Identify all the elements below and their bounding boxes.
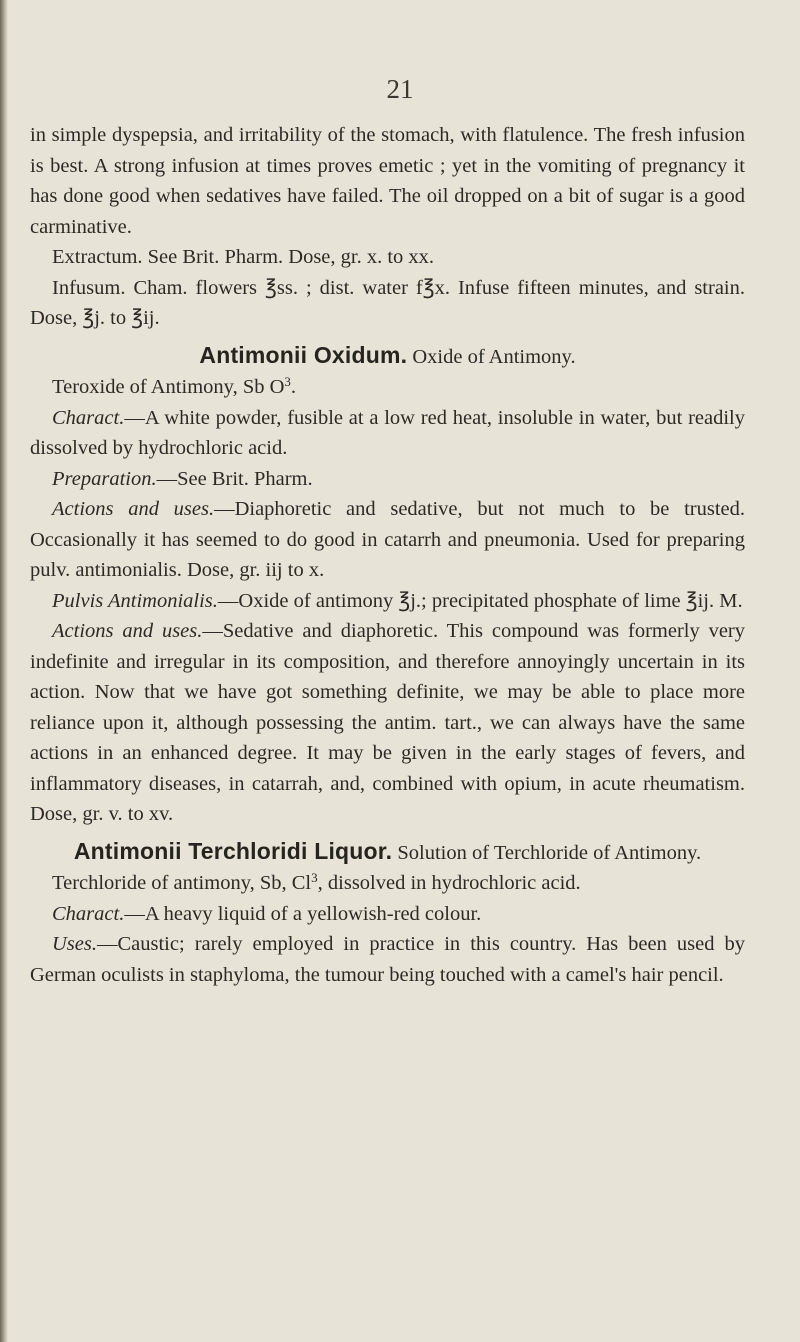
actions-text: —Diaphoretic and sedative, but not much to be trusted. Occasionally it has seemed to do good in catarrh and pneumonia. Used for preparing pulv. antimonialis. Dose, gr. iij to x. — [30, 498, 745, 581]
actions2-label: Actions and uses. — [52, 620, 203, 642]
paragraph-formula-2 — [30, 868, 745, 899]
charact-text: —A heavy liquid of a yellowish-red colour. — [124, 902, 482, 925]
formula-superscript: 3 — [284, 374, 291, 389]
paragraph-charact-2 — [30, 899, 745, 930]
formula-end: . — [290, 376, 297, 398]
paragraph-actions-uses — [30, 494, 745, 586]
actions-label: Actions and uses. — [52, 498, 215, 520]
heading-subtitle: Solution of Terchloride of Antimony. — [397, 841, 702, 864]
charact-label: Charact. — [52, 406, 125, 429]
section-heading-terchloridi-liquor — [30, 836, 745, 869]
formula-text: Teroxide of Antimony, Sb O — [52, 376, 285, 398]
uses-label: Uses. — [52, 933, 97, 955]
section-heading-antimonii-oxidum — [30, 340, 745, 373]
page-body — [30, 120, 745, 990]
charact-text: —A white powder, fusible at a low red heat, insoluble in water, but readily dissolved by hydrochloric acid. — [30, 406, 745, 459]
actions2-text: —Sedative and diaphoretic. This compound was formerly very indefinite and irregular in its composition, and therefore annoyingly uncertain in its action. Now that we have got something definite, we may be able to place more reliance upon it, although possessing the antim. tart., we can always have the same actions in an enhanced degree. It may be given in the early stages of fevers, and inflammatory diseases, in catarrah, and, combined with opium, in acute rheumatism. Dose, gr. v. to xv. — [30, 620, 745, 825]
page-binding-edge — [0, 0, 8, 1342]
paragraph-actions-uses-2 — [30, 616, 745, 830]
uses-text: —Caustic; rarely employed in practice in this country. Has been used by German oculists in staphyloma, the tumour being touched with a camel's hair pencil. — [30, 933, 745, 986]
formula-superscript: 3 — [311, 870, 318, 885]
heading-title: Antimonii Terchloridi Liquor. — [73, 837, 393, 864]
heading-subtitle: Oxide of Antimony. — [412, 345, 576, 368]
page-number: 21 — [386, 74, 414, 104]
paragraph-extractum: Extractum. See Brit. Pharm. Dose, gr. x. to xx. — [52, 246, 435, 268]
preparation-text: —See Brit. Pharm. — [156, 467, 313, 490]
formula-text: Terchloride of antimony, Sb, Cl — [52, 872, 312, 894]
heading-title: Antimonii Oxidum. — [199, 341, 408, 368]
paragraph-preparation — [30, 464, 745, 495]
paragraph-formula — [30, 372, 745, 403]
paragraph-infusum: Infusum. Cham. flowers ℥ss. ; dist. water f℥x. Infuse fifteen minutes, and strain. Dose, ℥j. to ℥ij. — [30, 276, 745, 329]
pulvis-text: —Oxide of antimony ℥j.; precipitated phosphate of lime ℥ij. M. — [217, 589, 743, 612]
charact-label: Charact. — [52, 902, 125, 925]
paragraph-pulvis — [30, 586, 745, 617]
pulvis-label: Pulvis Antimonialis. — [52, 589, 218, 612]
formula-end: , dissolved in hydrochloric acid. — [317, 872, 581, 894]
paragraph-chamomile-uses: in simple dyspepsia, and irritability of the stomach, with flatulence. The fresh infusion is best. A strong infusion at times proves emetic ; yet in the vomiting of pregnancy it has done good when sedatives have failed. The oil dropped on a bit of sugar is a good carminative. — [30, 124, 745, 238]
paragraph-charact — [30, 403, 745, 464]
preparation-label: Preparation. — [52, 467, 157, 490]
paragraph-uses — [30, 929, 745, 990]
